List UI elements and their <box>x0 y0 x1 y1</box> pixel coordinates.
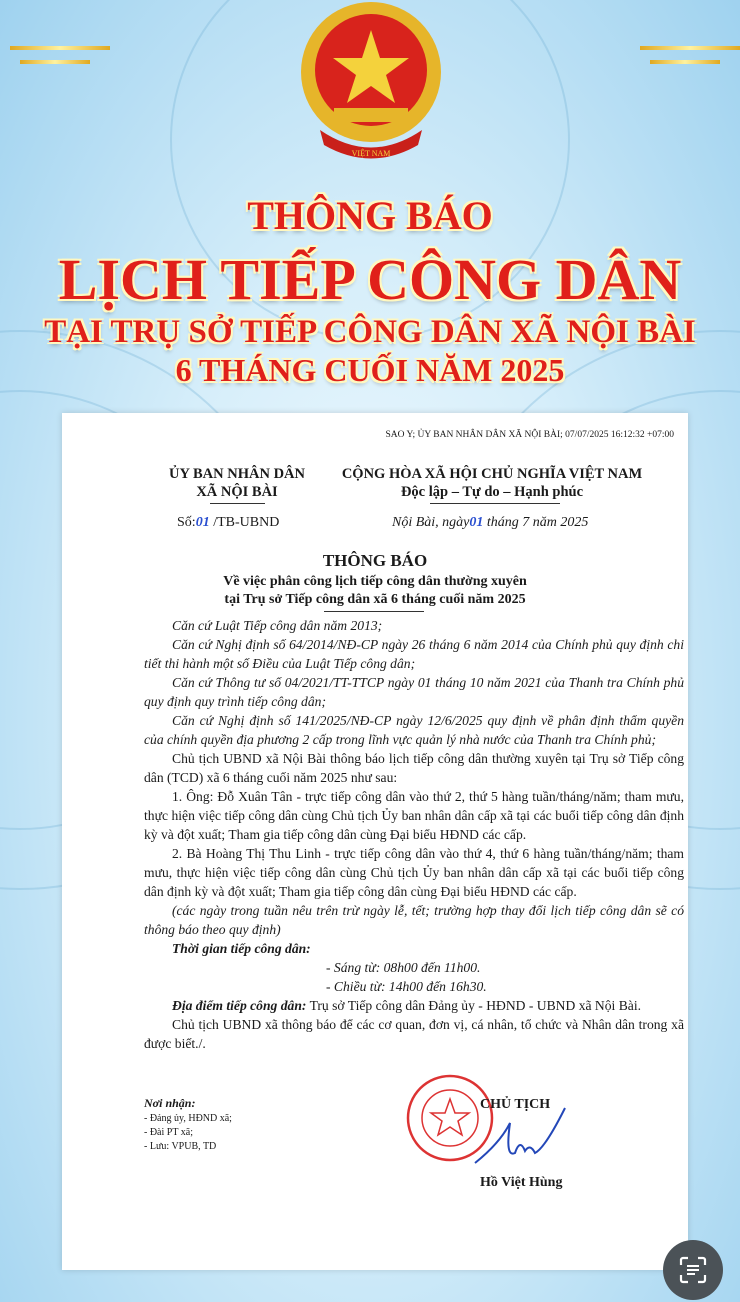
republic-header <box>322 465 662 501</box>
issuing-org <box>142 465 332 501</box>
document-subtitle: Về việc phân công lịch tiếp công dân thường xuyên tại Trụ sở Tiếp công dân xã 6 tháng cuối năm 2025 <box>223 574 527 607</box>
basis-1: Căn cứ Luật Tiếp công dân năm 2013; <box>172 618 383 633</box>
banner-location: TẠI TRỤ SỞ TIẾP CÔNG DÂN XÃ NỘI BÀI <box>44 314 696 350</box>
basis-3: Căn cứ Thông tư số 04/2021/TT-TTCP ngày 01 tháng 10 năm 2021 của Thanh tra Chính phủ quy định quy trình tiếp công dân; <box>144 675 684 709</box>
document-number: Số:01 /TB-UBND <box>177 515 280 530</box>
org-line2: XÃ NỘI BÀI <box>196 484 278 500</box>
national-emblem <box>298 0 444 170</box>
document-date: Nội Bài, ngày01 tháng 7 năm 2025 <box>392 515 589 530</box>
intro: Chủ tịch UBND xã Nội Bài thông báo lịch tiếp công dân thường xuyên tại Trụ sở Tiếp công dân (TCD) xã 6 tháng cuối năm 2025 như sau: <box>144 751 684 785</box>
signer-title: CHỦ TỊCH <box>480 1097 551 1112</box>
svg-text:VIỆT NAM: VIỆT NAM <box>351 149 391 158</box>
banner-period: 6 THÁNG CUỐI NĂM 2025 <box>175 352 565 388</box>
divider <box>210 503 265 504</box>
closing: Chủ tịch UBND xã thông báo để các cơ quan, đơn vị, cá nhân, tổ chức và Nhân dân trong xã được biết./. <box>144 1017 684 1051</box>
time-label: Thời gian tiếp công dân: <box>172 941 311 956</box>
place: Địa điểm tiếp công dân: Trụ sở Tiếp công dân Đảng ủy - HĐND - UBND xã Nội Bài. <box>172 998 641 1013</box>
signature <box>470 1103 580 1173</box>
holiday-note: (các ngày trong tuần nêu trên trừ ngày lễ, tết; trường hợp thay đổi lịch tiếp công dân sẽ có thông báo theo quy định) <box>144 903 684 937</box>
org-line1: ỦY BAN NHÂN DÂN <box>168 466 305 482</box>
basis-2: Căn cứ Nghị định số 64/2014/NĐ-CP ngày 26 tháng 6 năm 2014 của Chính phủ quy định chi tiết thi hành một số Điều của Luật Tiếp công dân; <box>144 637 684 671</box>
signer-name: Hồ Việt Hùng <box>480 1175 563 1190</box>
document-body <box>144 616 684 1053</box>
banner-title: THÔNG BÁO <box>247 193 493 238</box>
assignment-2: 2. Bà Hoàng Thị Thu Linh - trực tiếp công dân vào thứ 4, thứ 6 hàng tuần/tháng/năm; tham mưu, thực hiện việc tiếp công dân cùng Chủ tịch Ủy ban nhân dân cấp xã tại các buổi tiếp công dân định kỳ và đột xuất; Tham gia tiếp công dân cùng Đại biểu HĐND các cấp. <box>144 846 684 899</box>
notice-document <box>62 413 688 1270</box>
afternoon-hours: - Chiều từ: 14h00 đến 16h30. <box>326 979 487 994</box>
copy-stamp: SAO Y; ỦY BAN NHÂN DÂN XÃ NỘI BÀI; 07/07/2025 16:12:32 +07:00 <box>385 430 674 440</box>
divider <box>430 503 560 504</box>
scan-text-button[interactable] <box>663 1240 723 1300</box>
divider <box>324 611 424 612</box>
assignment-1: 1. Ông: Đỗ Xuân Tân - trực tiếp công dân vào thứ 2, thứ 5 hàng tuần/tháng/năm; tham mưu, thực hiện việc tiếp công dân cùng Chủ tịch Ủy ban nhân dân cấp xã tại các buổi tiếp công dân định kỳ và đột xuất; Tham gia tiếp công dân cùng Đại biểu HĐND các cấp. <box>144 789 684 842</box>
motto: Độc lập – Tự do – Hạnh phúc <box>400 484 584 500</box>
scan-text-icon <box>678 1255 708 1285</box>
morning-hours: - Sáng từ: 08h00 đến 11h00. <box>326 960 481 975</box>
recipients: Nơi nhận: - Đảng ủy, HĐND xã; - Đài PT xã; - Lưu: VPUB, TD <box>144 1096 232 1152</box>
banner-heading: LỊCH TIẾP CÔNG DÂN <box>58 247 682 312</box>
document-title: THÔNG BÁO <box>322 551 428 570</box>
basis-4: Căn cứ Nghị định số 141/2025/NĐ-CP ngày 12/6/2025 quy định về phân định thẩm quyền của chính quyền địa phương 2 cấp trong lĩnh vực quản lý nhà nước của Thanh tra Chính phủ; <box>144 713 684 747</box>
republic-name: CỘNG HÒA XÃ HỘI CHỦ NGHĨA VIỆT NAM <box>341 466 643 482</box>
